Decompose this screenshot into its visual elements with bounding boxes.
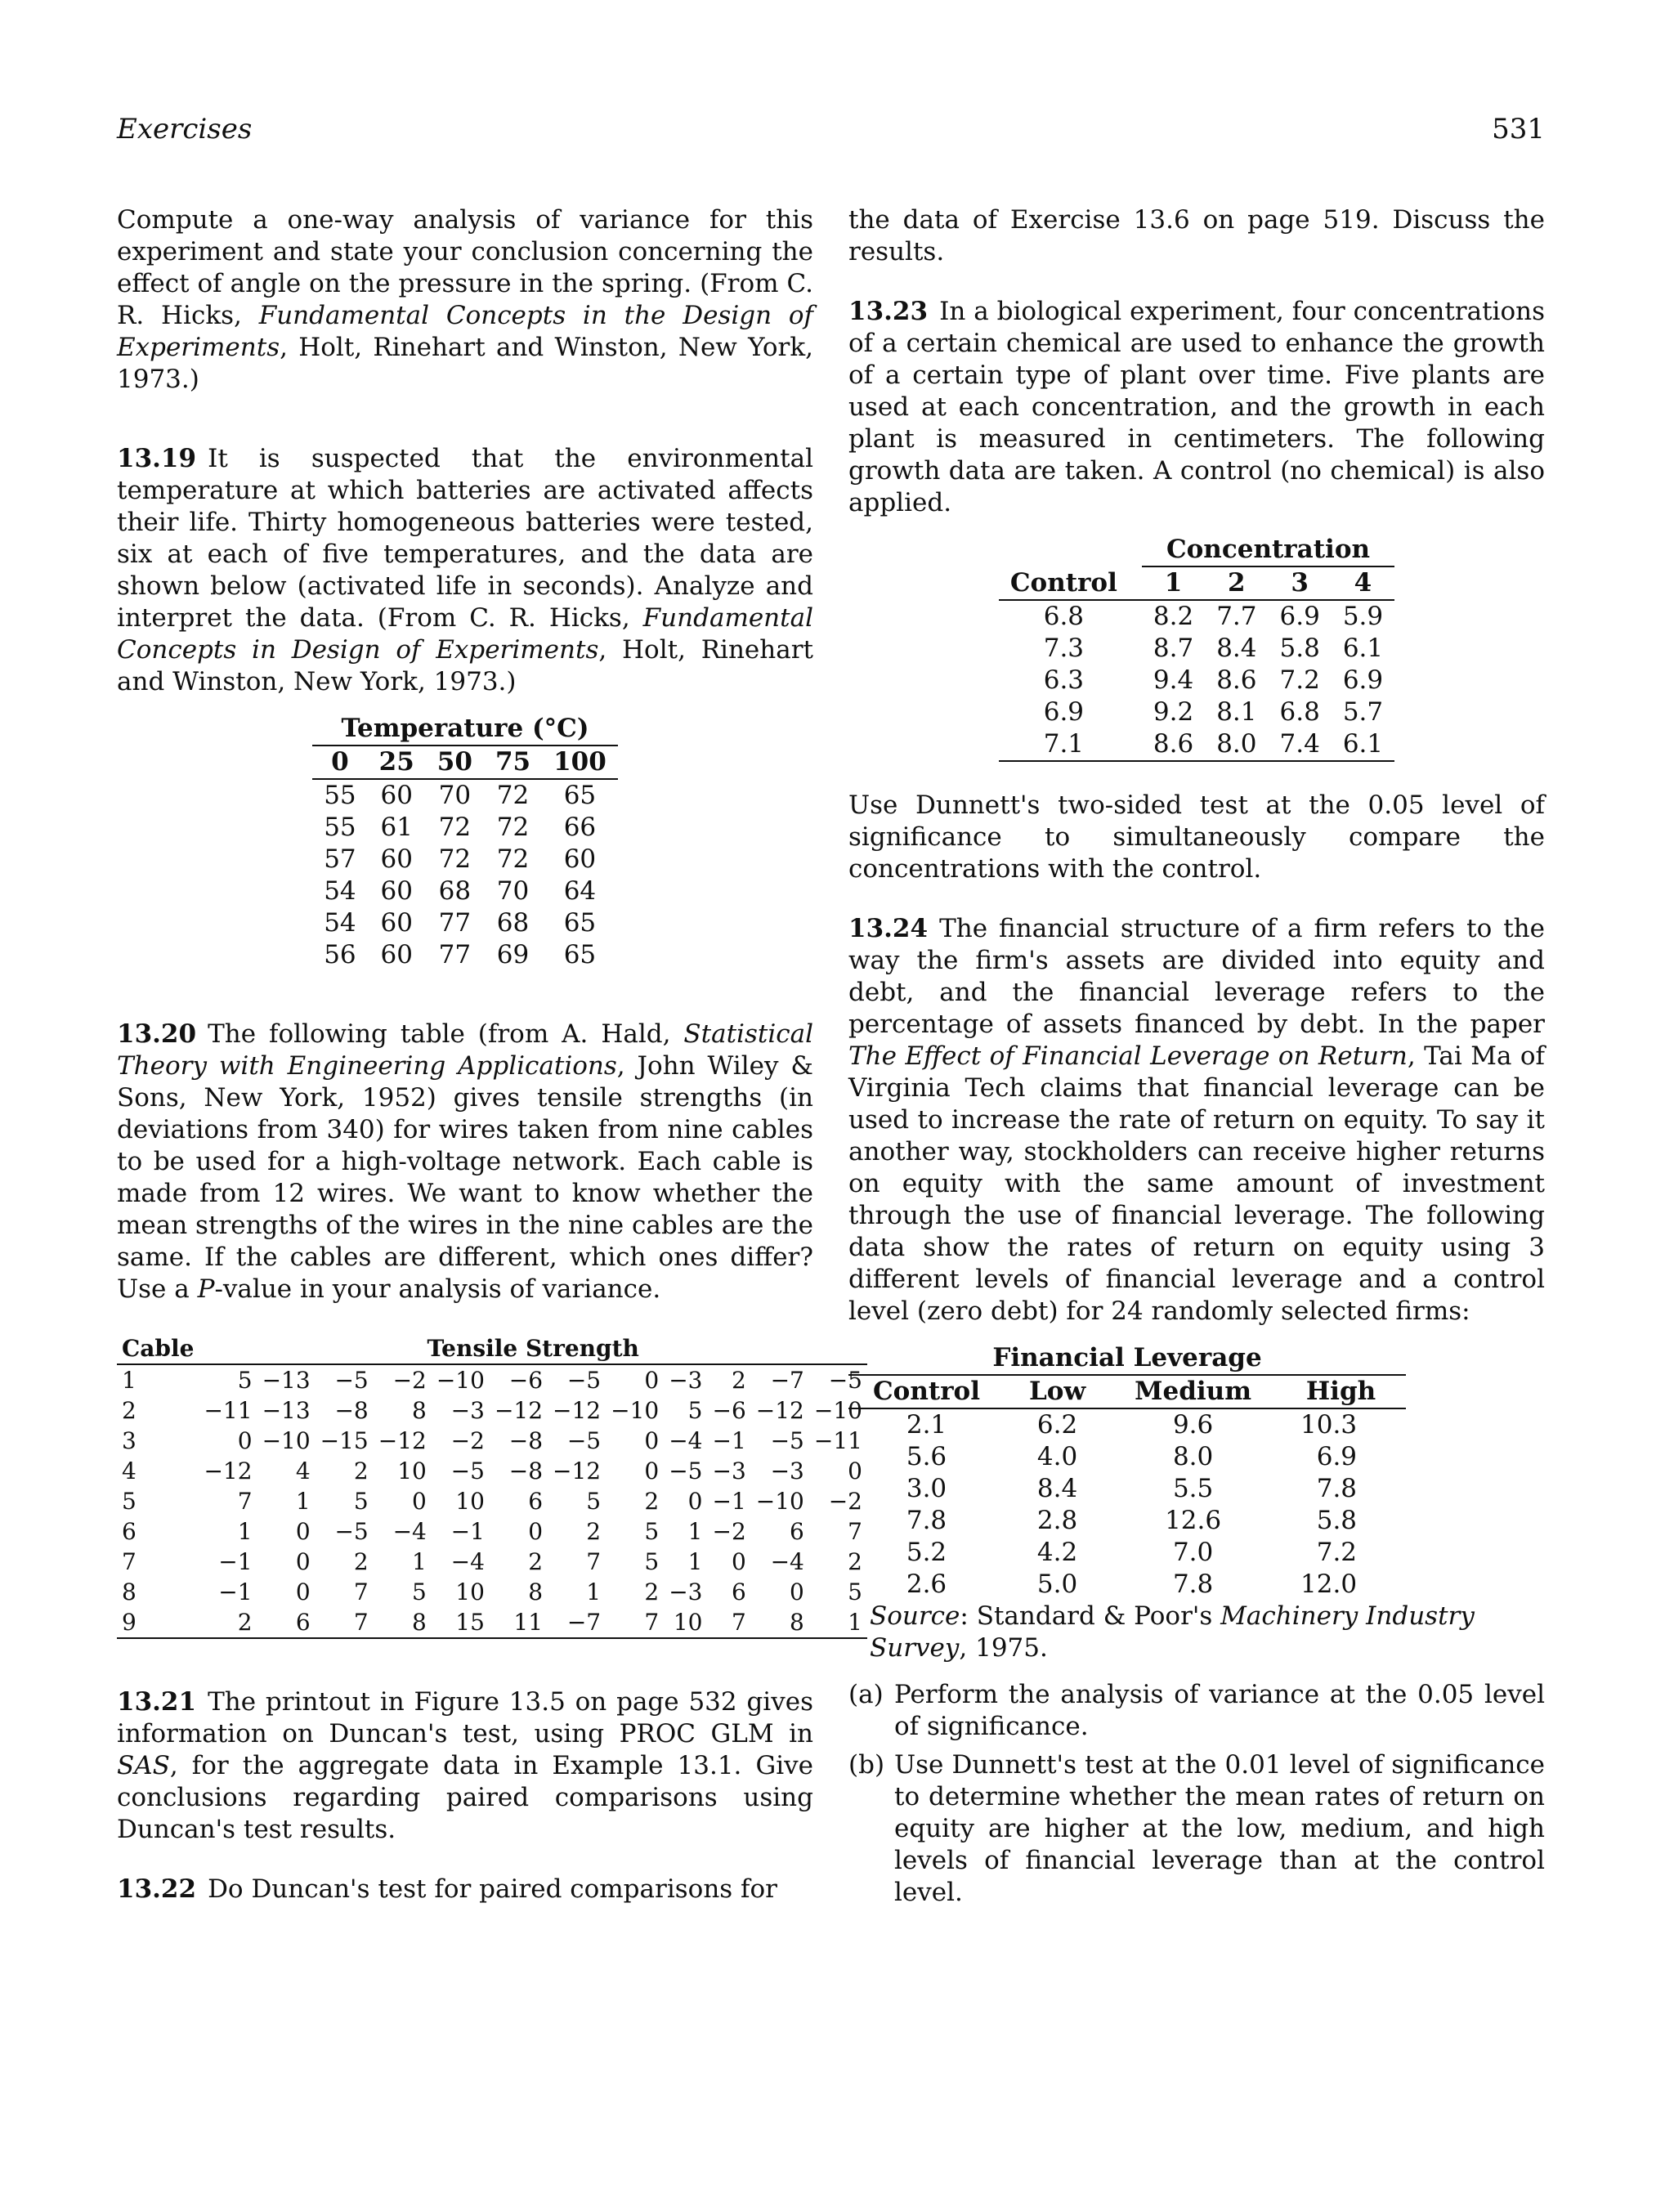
table-cell: −8 xyxy=(508,1427,544,1454)
table-cell: 7.8 xyxy=(1172,1569,1214,1599)
table-cell: 0 xyxy=(731,1548,746,1575)
table-cell: 68 xyxy=(496,908,530,938)
table-cell: 0 xyxy=(644,1367,660,1394)
table-cell: 5 xyxy=(644,1518,660,1545)
table-cell: 65 xyxy=(563,940,597,969)
table-cell: 2 xyxy=(353,1548,369,1575)
table-header-cell: 25 xyxy=(368,746,426,779)
table-row xyxy=(848,1569,1406,1601)
table-cell: −5 xyxy=(566,1367,602,1394)
table-cell: 6 xyxy=(528,1488,544,1515)
table-cell: −5 xyxy=(669,1458,703,1484)
table-cell: 0 xyxy=(644,1427,660,1454)
table-cell: 1 xyxy=(412,1548,427,1575)
table-cell: 8 xyxy=(528,1578,544,1605)
table-cell: −10 xyxy=(611,1397,660,1424)
table-cell: 72 xyxy=(496,844,530,874)
table-cell: 8.1 xyxy=(1216,697,1257,727)
running-head xyxy=(117,113,1545,146)
table-cell: −1 xyxy=(218,1578,253,1605)
table-row xyxy=(312,844,618,875)
table-cell: −3 xyxy=(450,1397,485,1424)
cable-number-cell: 6 xyxy=(122,1518,137,1545)
table-cell: 2 xyxy=(199,1607,257,1638)
exercise-number: 13.23 xyxy=(848,297,929,326)
exercise-number: 13.19 xyxy=(117,444,197,473)
table-cell: −5 xyxy=(450,1458,485,1484)
table-cell: −4 xyxy=(770,1548,804,1575)
table-cell: 6.9 xyxy=(1279,602,1320,631)
table-cell: 5 xyxy=(586,1488,602,1515)
table-cell: 2 xyxy=(731,1367,746,1394)
table-cell: 2 xyxy=(644,1578,660,1605)
table-row xyxy=(117,1364,867,1395)
table-row xyxy=(848,1408,1406,1441)
table-cell: 2 xyxy=(848,1548,862,1575)
leverage-table xyxy=(848,1342,1406,1601)
table-cell: 6.9 xyxy=(1043,697,1085,727)
table-cell: −2 xyxy=(450,1427,485,1454)
table-cell: 7.4 xyxy=(1269,728,1332,761)
cable-number-cell: 3 xyxy=(122,1427,137,1454)
table-row xyxy=(312,907,618,939)
exercise-number: 13.24 xyxy=(848,914,929,943)
table-cell: −12 xyxy=(755,1397,804,1424)
table-cell: 66 xyxy=(563,813,597,842)
table-header-cell: 50 xyxy=(426,746,484,779)
table-cell: 7.2 xyxy=(1279,665,1320,695)
cable-number-cell: 2 xyxy=(122,1397,137,1424)
table-row xyxy=(848,1505,1406,1537)
cable-number-cell: 7 xyxy=(122,1548,137,1575)
part-text: Use Dunnett's test at the 0.01 level of significance to determine whether the mean rates of return on equity are higher at the low, medium, and high levels of financial leverage than at the control level. xyxy=(894,1750,1545,1907)
table-cell: 8.0 xyxy=(1172,1442,1214,1471)
table-row xyxy=(117,1516,867,1547)
table-cell: 54 xyxy=(324,908,356,938)
table-cell: 0 xyxy=(687,1488,703,1515)
table-cell: 2 xyxy=(353,1458,369,1484)
table-cell: 0 xyxy=(295,1548,311,1575)
table-cell: 5.5 xyxy=(1172,1474,1214,1503)
table-cell: 6.8 xyxy=(1043,602,1085,631)
table-cell: 57 xyxy=(324,844,356,874)
table-cell: −2 xyxy=(392,1367,427,1394)
exercise-number: 13.21 xyxy=(117,1687,197,1717)
table-cell: 5 xyxy=(412,1578,427,1605)
table-cell: −3 xyxy=(712,1458,746,1484)
table-cell: −1 xyxy=(712,1488,746,1515)
exercise-13-21: 13.21 The printout in Figure 13.5 on page 532 gives information on Duncan's test, using PROC GLM in SAS, for the aggregate data in Example 13.1. Give conclusions regarding paired comparisons using Duncan's test results. xyxy=(117,1687,813,1844)
table-cell: 0 xyxy=(644,1458,660,1484)
table-cell: 6.8 xyxy=(1279,697,1320,727)
table-cell: 2.1 xyxy=(906,1410,947,1440)
table-cell: 1 xyxy=(809,1607,867,1638)
table-header-strength: Tensile Strength xyxy=(199,1333,867,1364)
table-header-cell: Medium xyxy=(1110,1375,1276,1408)
table-cell: 60 xyxy=(380,908,413,938)
table-cell: 10 xyxy=(455,1488,485,1515)
table-cell: 5.2 xyxy=(906,1538,947,1567)
table-cell: 12.6 xyxy=(1165,1506,1222,1535)
table-cell: 5.0 xyxy=(1036,1569,1078,1599)
table-cell: −5 xyxy=(566,1427,602,1454)
table-cell: 0 xyxy=(790,1578,804,1605)
table-cell: 8.4 xyxy=(1036,1474,1078,1503)
table-cell: 61 xyxy=(380,813,413,842)
table-cell: −8 xyxy=(334,1397,369,1424)
table-cell: 5.7 xyxy=(1342,697,1384,727)
table-cell: −5 xyxy=(334,1518,369,1545)
table-cell: 64 xyxy=(563,876,597,906)
page-number: 531 xyxy=(1492,113,1545,146)
table-header-cell: Control xyxy=(848,1375,1005,1408)
table-cell: −3 xyxy=(669,1578,703,1605)
table-cell: −10 xyxy=(813,1397,862,1424)
exercise-22-continuation: the data of Exercise 13.6 on page 519. Discuss the results. xyxy=(848,205,1545,266)
table-cell: −10 xyxy=(262,1427,311,1454)
table-cell: 5.9 xyxy=(1342,602,1384,631)
table-cell: 2.6 xyxy=(906,1569,947,1599)
table-cell: 3.0 xyxy=(906,1474,947,1503)
table-cell: −10 xyxy=(436,1367,485,1394)
table-cell: 8 xyxy=(412,1397,427,1424)
table-cell: 8 xyxy=(374,1607,432,1638)
part-label: (a) xyxy=(848,1680,884,1709)
table-row xyxy=(117,1547,867,1577)
table-source-note: Source: Standard & Poor's Machinery Industry Survey, 1975. xyxy=(870,1601,1475,1663)
exercise-number: 13.20 xyxy=(117,1019,197,1049)
table-cell: −7 xyxy=(770,1367,804,1394)
table-cell: 1 xyxy=(687,1548,703,1575)
table-header-cell: 100 xyxy=(542,746,618,779)
table-cell: 6.2 xyxy=(1036,1410,1078,1440)
table-cell: 8.6 xyxy=(1216,665,1257,695)
cable-number-cell: 9 xyxy=(117,1607,199,1638)
table-cell: 2 xyxy=(528,1548,544,1575)
exercise-13-19: 13.19 It is suspected that the environmental temperature at which batteries are activated affects their life. Thirty homogeneous batteries were tested, six at each of five temperatures, and the data are shown below (activated life in seconds). Analyze and interpret the data. (From C. R. Hicks, Fundamental Concepts in Design of Experiments, Holt, Rinehart and Winston, New York, 1973.) xyxy=(117,444,813,696)
table-cell: 5.6 xyxy=(906,1442,947,1471)
table-cell: 72 xyxy=(496,781,530,810)
table-cell: −6 xyxy=(508,1367,544,1394)
table-header-cell: 75 xyxy=(484,746,542,779)
table-cell: 9.2 xyxy=(1153,697,1194,727)
table-cell: 7.2 xyxy=(1316,1538,1358,1567)
table-cell: 55 xyxy=(324,813,356,842)
table-cell: 60 xyxy=(380,781,413,810)
table-cell: −4 xyxy=(392,1518,427,1545)
table-cell: 8.4 xyxy=(1216,634,1257,663)
concentration-table-wrap xyxy=(848,534,1545,762)
table-cell: 8 xyxy=(751,1607,809,1638)
table-row xyxy=(999,600,1394,633)
table-header-cell: 4 xyxy=(1332,566,1394,600)
table-row xyxy=(999,696,1394,728)
table-cell: 5 xyxy=(687,1397,703,1424)
table-cell: −11 xyxy=(204,1397,253,1424)
table-caption: Temperature (°C) xyxy=(312,713,618,746)
exercise-13-23: 13.23 In a biological experiment, four concentrations of a certain chemical are used to enhance the growth of a certain type of plant over time. Five plants are used at each concentration, and the growth in each plant is measured in centimeters. The following growth data are taken. A control (no chemical) is also applied. xyxy=(848,297,1545,517)
table-cell: −4 xyxy=(450,1548,485,1575)
part-label: (b) xyxy=(848,1750,885,1780)
cable-number-cell: 5 xyxy=(122,1488,137,1515)
table-cell: −1 xyxy=(712,1427,746,1454)
table-header-control: Control xyxy=(999,566,1142,600)
table-cell: −10 xyxy=(755,1488,804,1515)
table-header-cell: 3 xyxy=(1269,566,1332,600)
table-cell: 7 xyxy=(708,1607,751,1638)
table-cell: 0 xyxy=(848,1458,862,1484)
table-header-cell: 2 xyxy=(1205,566,1268,600)
table-cell: 6.9 xyxy=(1316,1442,1358,1471)
table-cell: 55 xyxy=(324,781,356,810)
concentration-table xyxy=(999,534,1394,762)
table-cell: −1 xyxy=(218,1548,253,1575)
table-cell: 5 xyxy=(353,1488,369,1515)
table-cell: 7 xyxy=(316,1607,374,1638)
exercise-parts-list xyxy=(848,1679,1545,1909)
table-cell: 6 xyxy=(790,1518,804,1545)
table-cell: −6 xyxy=(712,1397,746,1424)
table-header-cell: Low xyxy=(1005,1375,1110,1408)
table-header-cable: Cable xyxy=(117,1333,199,1364)
exercise-part xyxy=(848,1749,1545,1909)
exercise-13-23-question: Use Dunnett's two-sided test at the 0.05 level of significance to simultaneously compare the concentrations with the control. xyxy=(848,790,1545,884)
table-cell: 7.8 xyxy=(1316,1474,1358,1503)
table-row xyxy=(312,812,618,844)
temperature-table-wrap xyxy=(117,713,813,971)
table-row xyxy=(312,939,618,971)
table-cell: −3 xyxy=(669,1367,703,1394)
table-row xyxy=(999,665,1394,696)
table-cell: −12 xyxy=(204,1458,253,1484)
table-cell: −1 xyxy=(450,1518,485,1545)
table-row xyxy=(117,1607,867,1638)
table-cell: 1 xyxy=(687,1518,703,1545)
table-cell: 4.0 xyxy=(1036,1442,1078,1471)
table-cell: 72 xyxy=(438,844,472,874)
table-cell: 60 xyxy=(380,940,413,969)
table-cell: 8.2 xyxy=(1153,602,1194,631)
table-cell: 0 xyxy=(295,1578,311,1605)
table-cell: 4 xyxy=(295,1458,311,1484)
table-cell: 60 xyxy=(563,844,597,874)
table-cell: −2 xyxy=(712,1518,746,1545)
table-cell: 6.9 xyxy=(1342,665,1384,695)
table-cell: −11 xyxy=(813,1427,862,1454)
table-row xyxy=(117,1486,867,1516)
table-cell: −12 xyxy=(553,1397,602,1424)
table-cell: −5 xyxy=(334,1367,369,1394)
cable-number-cell: 1 xyxy=(122,1367,137,1394)
table-cell: 10 xyxy=(664,1607,707,1638)
part-text: Perform the analysis of variance at the 0.05 level of significance. xyxy=(894,1680,1545,1741)
table-cell: −12 xyxy=(378,1427,427,1454)
table-cell: −13 xyxy=(262,1367,311,1394)
table-row xyxy=(312,779,618,812)
table-cell: −7 xyxy=(548,1607,606,1638)
table-cell: −8 xyxy=(508,1458,544,1484)
table-cell: 72 xyxy=(496,813,530,842)
table-cell: 0 xyxy=(528,1518,544,1545)
table-cell: 0 xyxy=(237,1427,253,1454)
exercise-part xyxy=(848,1679,1545,1743)
table-cell: 2 xyxy=(644,1488,660,1515)
table-header-cell: 1 xyxy=(1142,566,1205,600)
table-header-cell: 0 xyxy=(312,746,367,779)
table-cell: 6.1 xyxy=(1342,634,1384,663)
table-cell: 8.6 xyxy=(1142,728,1205,761)
table-cell: 1 xyxy=(237,1518,253,1545)
table-cell: 7 xyxy=(353,1578,369,1605)
table-cell: 65 xyxy=(563,908,597,938)
table-cell: 65 xyxy=(563,781,597,810)
section-title: Exercises xyxy=(117,113,253,146)
table-cell: 5 xyxy=(237,1367,253,1394)
table-cell: 2 xyxy=(586,1518,602,1545)
table-caption: Concentration xyxy=(1142,534,1394,566)
table-cell: 60 xyxy=(380,876,413,906)
cable-number-cell: 8 xyxy=(122,1578,137,1605)
table-cell: 77 xyxy=(438,908,472,938)
table-cell: 8.0 xyxy=(1205,728,1268,761)
table-cell: 70 xyxy=(438,781,472,810)
table-cell: 7.0 xyxy=(1172,1538,1214,1567)
table-row xyxy=(312,875,618,907)
table-cell: 6.1 xyxy=(1332,728,1394,761)
table-cell: −5 xyxy=(770,1427,804,1454)
table-row xyxy=(848,1473,1406,1505)
table-cell: −15 xyxy=(320,1427,369,1454)
table-row xyxy=(848,1537,1406,1569)
temperature-table xyxy=(312,713,618,971)
table-cell: −5 xyxy=(828,1367,862,1394)
table-cell: 9.6 xyxy=(1172,1410,1214,1440)
table-header-cell: High xyxy=(1276,1375,1406,1408)
right-column xyxy=(848,204,1545,1915)
table-cell: 7 xyxy=(848,1518,862,1545)
table-cell: 7.8 xyxy=(906,1506,947,1535)
exercise-number: 13.22 xyxy=(117,1874,197,1904)
table-cell: 15 xyxy=(432,1607,490,1638)
cable-number-cell: 4 xyxy=(122,1458,137,1484)
table-cell: 10 xyxy=(455,1578,485,1605)
table-cell: 7 xyxy=(586,1548,602,1575)
table-cell: 10 xyxy=(397,1458,427,1484)
table-cell: 7.7 xyxy=(1216,602,1257,631)
table-cell: 6 xyxy=(257,1607,316,1638)
table-cell: 10.3 xyxy=(1300,1410,1358,1440)
table-cell: 5 xyxy=(848,1578,862,1605)
table-cell: 5 xyxy=(644,1548,660,1575)
table-cell: 7 xyxy=(606,1607,664,1638)
table-cell: 56 xyxy=(324,940,356,969)
cable-tensile-table xyxy=(117,1333,867,1639)
table-cell: 2.8 xyxy=(1036,1506,1078,1535)
table-cell: 7.3 xyxy=(1043,634,1085,663)
exercise-13-22: 13.22 Do Duncan's test for paired comparisons for xyxy=(117,1874,778,1904)
table-cell: 70 xyxy=(496,876,530,906)
table-cell: 60 xyxy=(380,844,413,874)
table-cell: 1 xyxy=(586,1578,602,1605)
table-cell: 6.3 xyxy=(1043,665,1085,695)
table-row xyxy=(999,633,1394,665)
table-cell: −4 xyxy=(669,1427,703,1454)
table-row xyxy=(848,1441,1406,1473)
table-cell: 5.8 xyxy=(1279,634,1320,663)
table-row xyxy=(117,1395,867,1426)
exercise-13-24: 13.24 The financial structure of a firm refers to the way the firm's assets are divided into equity and debt, and the financial leverage refers to the percentage of assets financed by debt. In the paper The Effect of Financial Leverage on Return, Tai Ma of Virginia Tech claims that financial leverage can be used to increase the rate of return on equity. To say it another way, stockholders can receive higher returns on equity with the same amount of investment through the use of financial leverage. The following data show the rates of return on equity using 3 different levels of financial leverage and a control level (zero debt) for 24 randomly selected firms: xyxy=(848,914,1545,1326)
table-cell: 4.2 xyxy=(1036,1538,1078,1567)
table-cell: 0 xyxy=(295,1518,311,1545)
table-row xyxy=(117,1456,867,1486)
table-cell: 0 xyxy=(412,1488,427,1515)
table-cell: −12 xyxy=(553,1458,602,1484)
table-cell: 69 xyxy=(496,940,530,969)
table-cell: 8.7 xyxy=(1153,634,1194,663)
table-cell: 11 xyxy=(490,1607,548,1638)
table-cell: 7.1 xyxy=(999,728,1142,761)
table-caption: Financial Leverage xyxy=(848,1342,1406,1375)
table-cell: 1 xyxy=(295,1488,311,1515)
table-row xyxy=(117,1577,867,1607)
table-cell: 6 xyxy=(731,1578,746,1605)
table-row xyxy=(999,728,1394,761)
table-cell: 12.0 xyxy=(1300,1569,1358,1599)
table-cell: −3 xyxy=(770,1458,804,1484)
table-cell: −12 xyxy=(494,1397,544,1424)
exercise-13-20: 13.20 The following table (from A. Hald, Statistical Theory with Engineering Applications, John Wiley & Sons, New York, 1952) gives tensile strengths (in deviations from 340) for wires taken from nine cables to be used for a high-voltage network. Each cable is made from 12 wires. We want to know whether the mean strengths of the wires in the nine cables are the same. If the cables are different, which ones differ? Use a P-value in your analysis of variance. xyxy=(117,1019,813,1304)
table-cell: −13 xyxy=(262,1397,311,1424)
table-cell: 72 xyxy=(438,813,472,842)
table-cell: 68 xyxy=(438,876,472,906)
table-cell: −2 xyxy=(828,1488,862,1515)
table-cell: 5.8 xyxy=(1316,1506,1358,1535)
table-row xyxy=(117,1426,867,1456)
exercise-18-continuation: Compute a one-way analysis of variance for this experiment and state your conclusion concerning the effect of angle on the pressure in the spring. (From C. R. Hicks, Fundamental Concepts in the Design of Experiments, Holt, Rinehart and Winston, New York, 1973.) xyxy=(117,205,814,394)
table-cell: 77 xyxy=(438,940,472,969)
table-cell: 7 xyxy=(237,1488,253,1515)
leverage-table-wrap xyxy=(848,1342,1545,1664)
left-column xyxy=(117,204,862,1905)
table-cell: 9.4 xyxy=(1153,665,1194,695)
table-cell: 54 xyxy=(324,876,356,906)
